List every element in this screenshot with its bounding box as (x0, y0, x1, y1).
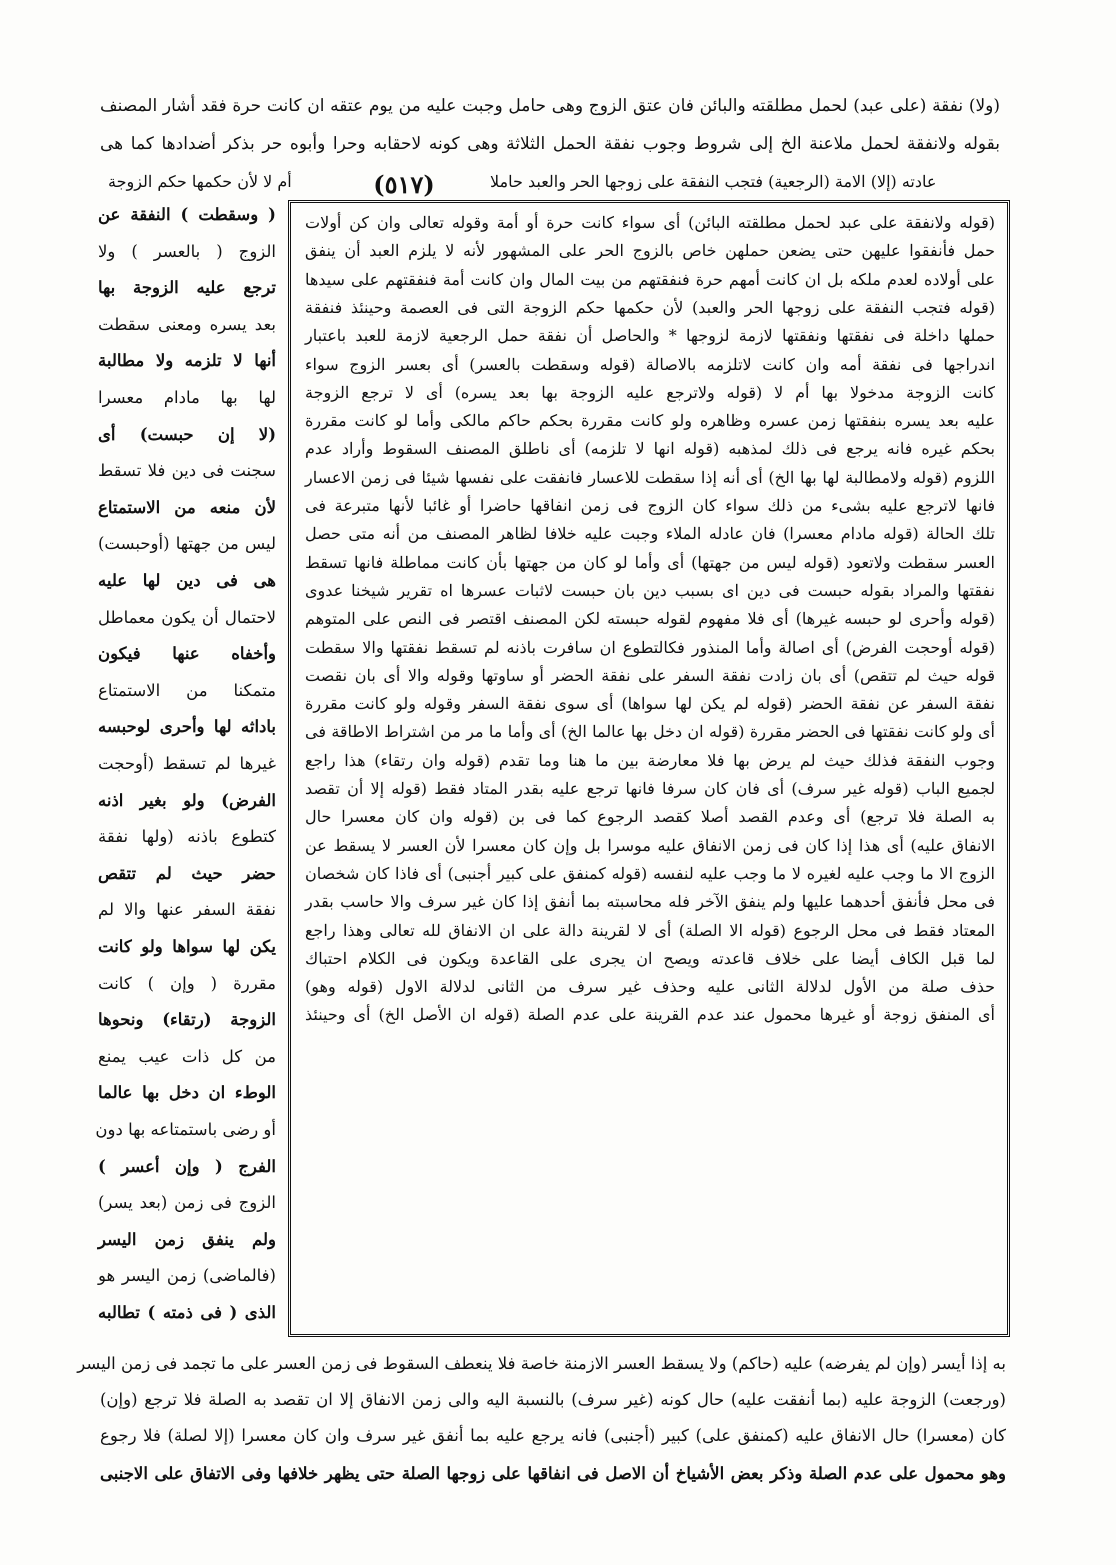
matn-line: من كل ذات عيب يمنع (98, 1046, 276, 1066)
hashiya-line: (قوله ولانفقة على عبد لحمل مطلقته البائن) أى سواء كانت حرة أو أمة وقوله تعالى وان كن أولات (305, 213, 995, 232)
matn-line: باداثه لها وأحرى لوحبسه (98, 717, 276, 737)
matn-line: متمكنا من الاستمتاع (98, 680, 276, 700)
matn-line: ولم ينفق زمن اليسر (98, 1229, 276, 1249)
hashiya-line: عليه بعد يسره بنفقتها زمن عسره وظاهره ولو كانت مقررة بحكم حاكم مالكى وأما لو كانت مقررة (305, 411, 995, 431)
header-line: بقوله ولانفقة لحمل ملاعنة الخ إلى شروط وجوب نفقة الحمل الثلاثة وهى كونه لاحقابه وحرا وأبوه حر بذكر أضدادها كما هى (100, 134, 1000, 154)
matn-line: ليس من جهتها (أوحبست) (98, 534, 276, 554)
matn-line: يكن لها سواها ولو كانت (98, 937, 276, 956)
matn-line: سجنت فى دين فلا تسقط (98, 461, 276, 481)
hashiya-line: حملها داخلة فى نفقتها ونفقتها لازمة لزوجها * والحاصل أن نفقة حمل الرجعية لازمة للعبد باعتبار (305, 326, 995, 346)
matn-line: كتطوع باذنه (ولها نفقة (98, 827, 276, 847)
hashiya-line: تلك الحالة (قوله مادام معسرا) فان عادله الملاء وجبت عليه خلافا لظاهر المصنف من أنه متى حصل (305, 524, 995, 544)
hashiya-line: نفقتها والمراد بقوله حبست فى دين اى بسبب دين بان حبست لاثبات عسرها اه تقرير شيخنا عدوى (305, 580, 995, 600)
footer-line: وهو محمول على عدم الصلة وذكر بعض الأشياخ أن الاصل فى انفاقها على زوجها الصلة حتى يظهر خلافها وفى الاتفاق على الاجنبى (100, 1464, 1006, 1483)
hashiya-line: (قوله أوحجت الفرض) أى اصالة وأما المنذور فكالتطوع ان سافرت باذنه لم تسقط نفقتها والا سقطت (305, 637, 996, 657)
matn-line: الذى ( فى ذمته ) تطالبه (98, 1303, 276, 1322)
hashiya-line: لما قبل الكاف أيضا على خلاف قاعدته ويصح ان يجرى على القاعدة ويكون فى الكلام احتباك (305, 948, 995, 968)
footer-line: كان (معسرا) حال الانفاق عليه (كمنفق على) كبير (أجنبى) فانه يرجع عليه بما أنفق غير سرف وان كان معسرا (إلا لصلة) فلا رجوع (100, 1426, 1006, 1445)
matn-line: أنها لا تلزمه ولا مطالبة (98, 351, 276, 371)
matn-line: وأخفاه عنها فيكون (98, 644, 276, 664)
matn-line: لأن منعه من الاستمتاع (98, 497, 276, 517)
hashiya-line: على أولاده لعدم ملكه بل ان كانت أمهم حرة فنفقتهم من بيت المال وان كانت أمة فنفقتهم على سيدها (305, 269, 995, 289)
footer-line: (ورجعت) الزوجة عليه (بما أنفقت عليه) حال كونه (غير سرف) بالنسبة اليه والى زمن الانفاق إلا ان تقصد به الصلة فلا ترجع (وإن) (100, 1390, 1006, 1409)
matn-line: لها بها مادام معسرا (98, 388, 276, 407)
header-line-fragment: أم لا لأن حكمها حكم الزوجة (108, 172, 292, 191)
matn-line: هى فى دين لها عليه (98, 571, 276, 590)
hashiya-line: فانها لاترجع عليه بشىء من ذلك سواء كان الزوج فى زمن انفاقها حاضرا أو غائبا لأنها متبرعة فى (305, 496, 995, 515)
matn-line: لاحتمال أن يكون معماطل (98, 607, 276, 627)
matn-line: مقررة ( وإن ) كانت (98, 973, 276, 993)
matn-line: حضر حيث لم تتقص (98, 863, 276, 883)
hashiya-line: اللزوم (قوله ولامطالبة لها بها الخ) أى أنه إذا سقطت للاعسار فانفقت على نفسها شيئا فى زمن الاعسار (305, 467, 995, 487)
matn-line: نفقة السفر عنها والا لم (98, 900, 276, 920)
hashiya-line: المعتاد فقط فى محل الرجوع (قوله الا الصلة) أى لا لقرينة دالة على ان الانفاق لله تعالى وهذا راجع (305, 920, 995, 940)
hashiya-line: الانفاق عليه) أى هذا إذا كان فى زمن الانفاق عليه موسرا بل وإن كان معسرا لأن العسر لا يسقط عن (305, 835, 995, 855)
matn-line: الزوجة (رتقاء) ونحوها (98, 1010, 276, 1030)
matn-line: الوطء ان دخل بها عالما (98, 1083, 276, 1103)
matn-line: ترجع عليه الزوجة بها (98, 278, 276, 298)
hashiya-line: قوله حيث لم تتقص) أى بان زادت نفقة السفر على نفقة الحضر أو ساوتها وقوله والا أى بان نقصت (305, 665, 995, 685)
hashiya-line: به الصلة فلا ترجع) أى وعدم القصد أصلا كقصد الرجوع كما فى بن (قوله وان كان معسرا حال (305, 807, 995, 827)
matn-line: الزوج فى زمن (بعد يسر) (98, 1193, 276, 1213)
hashiya-line: كانت الزوجة مدخولا بها أم لا (قوله ولاترجع عليه الزوجة بها بعد يسره) أى لا ترجع الزوجة (305, 382, 995, 402)
footer-line: به إذا أيسر (وإن لم يفرضه) عليه (حاكم) ولا يسقط العسر الازمنة خاصة فلا ينعطف السقوط فى زمن العسر على ما تجمد فى زمن اليسر (77, 1354, 1006, 1373)
matn-line: الزوج ( بالعسر ) ولا (98, 241, 276, 261)
matn-line: ( وسقطت ) النفقة عن (98, 205, 276, 224)
hashiya-line: حمل فأنفقوا عليهن حتى يضعن حملهن خاص بالزوج الحر على المشهور لأنه لا يلزم العبد أن ينفق (305, 241, 995, 261)
hashiya-line: نفقة السفر عن نفقة الحضر (قوله لم يكن لها سواها) أى سوى نفقة السفر وقوله ولو كانت مقررة (305, 694, 995, 714)
matn-line: بعد يسره ومعنى سقطت (98, 314, 276, 334)
matn-line: غيرها لم تسقط (أوحجت (98, 754, 276, 773)
matn-line: (لا إن حبست) أى (98, 424, 276, 444)
hashiya-line: (قوله فتجب النفقة على زوجها الحر والعبد) لأن حكمها حكم الزوجة التى فى العصمة وحينئذ فنفقة (305, 297, 995, 317)
hashiya-line: بحكم غيره فانه يرجع فى ذلك لمذهبه (قوله انها لا تلزمه) أى ناطلق المصنف السقوط وأراد عدم (305, 439, 995, 459)
hashiya-line: فى محل فأنفق أحدهما عليها ولم ينفق الآخر فله محاسبته بما أنفق إذا كان غير سرف والا حاسب بقدر (305, 892, 995, 912)
matn-line: الفرض) ولو بغير اذنه (98, 790, 276, 810)
hashiya-line: لجميع الباب (قوله غير سرف) أى فان كان سرفا فانها ترجع عليه بقدر المتاد فقط (قوله إلا أن تقصد (305, 779, 995, 798)
hashiya-box (288, 200, 1010, 1337)
hashiya-line: أى ولو كانت نفقتها فى الحضر مقررة (قوله ان دخل بها عالما الخ) أى وأما ما مر من اشتراط الاطاقة فى (305, 722, 996, 742)
matn-line: أو رضى باستمتاعه بها دون (95, 1120, 276, 1139)
matn-line: الفرج ( وإن أعسر ) (98, 1156, 276, 1176)
hashiya-line: العسر سقطت ولاتعود (قوله ليس من جهتها) أى وأما لو كان من جهتها بأن كانت مماطلة فانها تسقط (305, 552, 995, 572)
hashiya-line: حذف صلة من الأول لدلالة الثانى عليه وحذف غير سرف من الثانى لدلالة الاول (قوله وهو) (305, 977, 995, 997)
hashiya-line: اندراجها فى نفقة أمه وان كانت لاتلزمه بالاصالة (قوله وسقطت بالعسر) أى بعسر الزوج سواء (305, 354, 995, 374)
hashiya-line: الزوج الا ما وجب عليه لغيره لا ما وجب عليه لنفسه (قوله كمنفق على كبير أجنبى) أى فاذا كان شخصان (305, 863, 995, 883)
header-line-fragment: عادته (إلا) الامة (الرجعية) فتجب النفقة على زوجها الحر والعبد حاملا (490, 172, 937, 191)
page-number: (٥١٧) (373, 170, 435, 199)
hashiya-line: (قوله وأحرى لو حبسه غيرها) أى فلا مفهوم لقوله حبسته لكن المصنف اقتصر فى النص على المتوهم (305, 609, 995, 629)
hashiya-line: وجوب النفقة فذلك حيث لم يرض بها فلا معارضة بين ما هنا وما تقدم (قوله وان رتقاء) هذا راجع (305, 750, 995, 770)
hashiya-line: أى المنفق زوجة أو غيرها محمول عند عدم القرينة على عدم الصلة (قوله ان الأصل الخ) أى وحينئذ (305, 1005, 995, 1025)
header-line: (ولا) نفقة (على عبد) لحمل مطلقته والبائن فان عتق الزوج وهى حامل وجبت عليه من يوم عتقه ان كانت حرة فقد أشار المصنف (100, 96, 1000, 116)
matn-line: (فالماضى) زمن اليسر هو (98, 1266, 276, 1286)
